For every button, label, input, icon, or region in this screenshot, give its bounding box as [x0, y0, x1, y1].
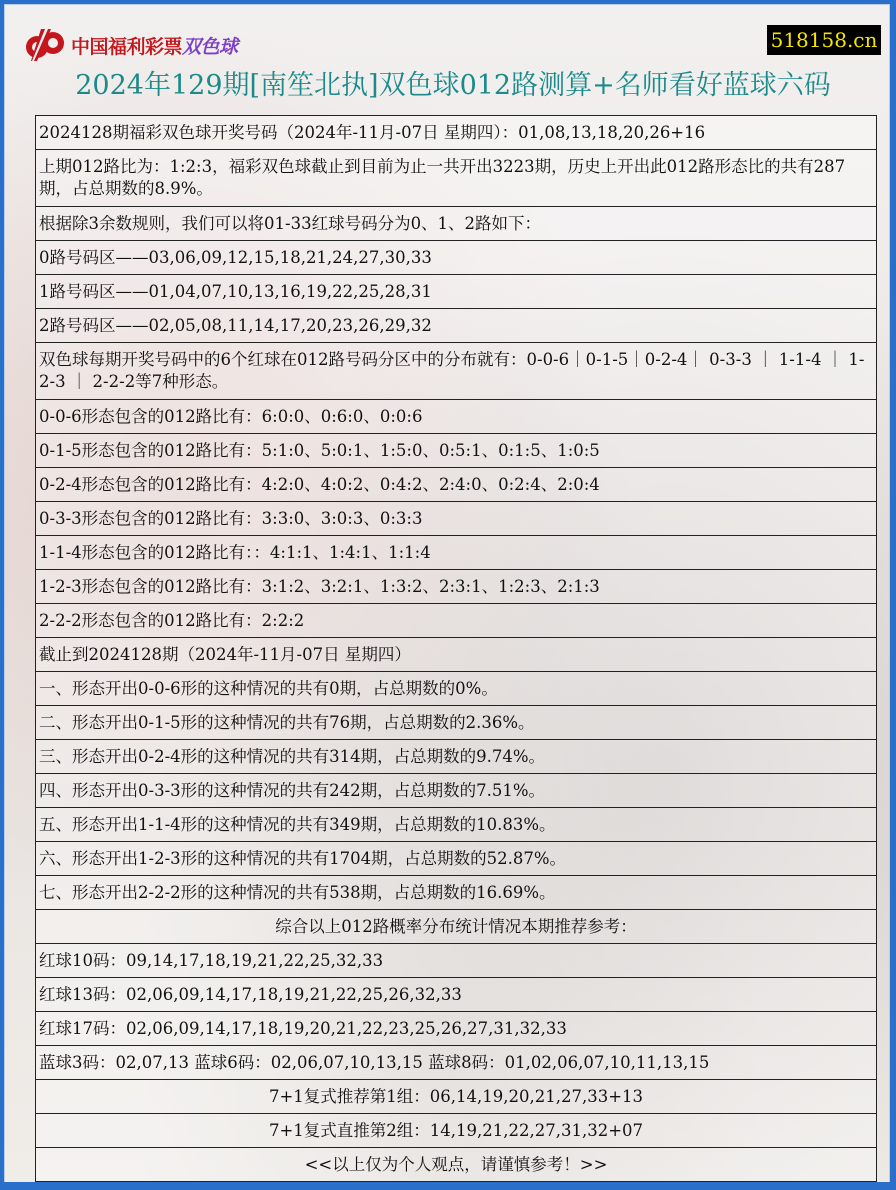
- table-row: [36, 241, 877, 275]
- table-row: [36, 434, 877, 468]
- table-cell: 2路号码区——02,05,08,11,14,17,20,23,26,29,32: [36, 309, 877, 343]
- table-cell: 二、形态开出0-1-5形的这种情况的共有76期，占总期数的2.36%。: [36, 706, 877, 740]
- table-row: [36, 808, 877, 842]
- logo-text-cwl: 中国福利彩票: [71, 35, 183, 58]
- table-row: [36, 1046, 877, 1080]
- table-cell: 2-2-2形态包含的012路比有：2:2:2: [36, 604, 877, 638]
- table-row: [36, 1114, 877, 1148]
- cwl-logo-icon: [23, 27, 67, 63]
- table-cell: 七、形态开出2-2-2形的这种情况的共有538期，占总期数的16.69%。: [36, 876, 877, 910]
- table-row: [36, 1148, 877, 1182]
- table-cell: 1-2-3形态包含的012路比有：3:1:2、3:2:1、1:3:2、2:3:1、1:2:3、2:1:3: [36, 570, 877, 604]
- logo-text: [71, 32, 238, 59]
- table-cell: 上期012路比为：1:2:3，福彩双色球截止到目前为止一共开出3223期，历史上开出此012路形态比的共有287期，占总期数的8.9%。: [36, 150, 877, 207]
- table-cell: 0-0-6形态包含的012路比有：6:0:0、0:6:0、0:0:6: [36, 400, 877, 434]
- table-cell: <<以上仅为个人观点，请谨慎参考！>>: [36, 1148, 877, 1182]
- table-row: [36, 570, 877, 604]
- table-cell: 一、形态开出0-0-6形的这种情况的共有0期，占总期数的0%。: [36, 672, 877, 706]
- table-row: [36, 604, 877, 638]
- table-row: [36, 1012, 877, 1046]
- table-cell: 四、形态开出0-3-3形的这种情况的共有242期，占总期数的7.51%。: [36, 774, 877, 808]
- table-row: [36, 672, 877, 706]
- table-row: [36, 774, 877, 808]
- table-row: [36, 978, 877, 1012]
- analysis-table: [35, 115, 877, 1182]
- table-cell: 2024128期福彩双色球开奖号码（2024年-11月-07日 星期四）：01,08,13,18,20,26+16: [36, 116, 877, 150]
- table-row: [36, 116, 877, 150]
- table-row: [36, 1080, 877, 1114]
- table-cell: 红球10码：09,14,17,18,19,21,22,25,32,33: [36, 944, 877, 978]
- table-row: [36, 400, 877, 434]
- table-cell: 0-1-5形态包含的012路比有：5:1:0、5:0:1、1:5:0、0:5:1、0:1:5、1:0:5: [36, 434, 877, 468]
- table-row: [36, 207, 877, 241]
- table-cell: 7+1复式直推第2组：14,19,21,22,27,31,32+07: [36, 1114, 877, 1148]
- table-cell: 1路号码区——01,04,07,10,13,16,19,22,25,28,31: [36, 275, 877, 309]
- table-row: [36, 740, 877, 774]
- table-cell: 三、形态开出0-2-4形的这种情况的共有314期，占总期数的9.74%。: [36, 740, 877, 774]
- table-row: [36, 468, 877, 502]
- table-row: [36, 638, 877, 672]
- table-row: [36, 275, 877, 309]
- window-bottom-bar: [0, 1182, 896, 1190]
- table-cell: 根据除3余数规则，我们可以将01-33红球号码分为0、1、2路如下：: [36, 207, 877, 241]
- table-cell: 红球13码：02,06,09,14,17,18,19,21,22,25,26,32,33: [36, 978, 877, 1012]
- table-row: [36, 842, 877, 876]
- table-cell: 综合以上012路概率分布统计情况本期推荐参考：: [36, 910, 877, 944]
- table-row: [36, 706, 877, 740]
- table-cell: 蓝球3码：02,07,13 蓝球6码：02,06,07,10,13,15 蓝球8码：01,02,06,07,10,11,13,15: [36, 1046, 877, 1080]
- table-cell: 六、形态开出1-2-3形的这种情况的共有1704期，占总期数的52.87%。: [36, 842, 877, 876]
- analysis-table-body: [36, 116, 877, 1182]
- welfare-lottery-logo: [23, 27, 238, 63]
- table-cell: 0路号码区——03,06,09,12,15,18,21,24,27,30,33: [36, 241, 877, 275]
- table-cell: 7+1复式推荐第1组：06,14,19,20,21,27,33+13: [36, 1080, 877, 1114]
- table-cell: 0-3-3形态包含的012路比有：3:3:0、3:0:3、0:3:3: [36, 502, 877, 536]
- table-cell: 五、形态开出1-1-4形的这种情况的共有349期，占总期数的10.83%。: [36, 808, 877, 842]
- table-row: [36, 343, 877, 400]
- table-row: [36, 536, 877, 570]
- table-row: [36, 309, 877, 343]
- page-title: 2024年129期[南笙北执]双色球012路测算+名师看好蓝球六码: [75, 70, 831, 101]
- table-row: [36, 944, 877, 978]
- site-badge: 518158.cn: [767, 25, 881, 55]
- table-row: [36, 876, 877, 910]
- table-cell: 双色球每期开奖号码中的6个红球在012路号码分区中的分布就有：0-0-6｜0-1-5｜0-2-4｜ 0-3-3 ｜ 1-1-4 ｜ 1-2-3 ｜ 2-2-2等7种形态。: [36, 343, 877, 400]
- table-row: [36, 502, 877, 536]
- table-row: [36, 150, 877, 207]
- table-cell: 1-1-4形态包含的012路比有：：4:1:1、1:4:1、1:1:4: [36, 536, 877, 570]
- table-cell: 截止到2024128期（2024年-11月-07日 星期四）: [36, 638, 877, 672]
- table-row: [36, 910, 877, 944]
- page-frame: [4, 4, 890, 1184]
- table-cell: 0-2-4形态包含的012路比有：4:2:0、4:0:2、0:4:2、2:4:0、0:2:4、2:0:4: [36, 468, 877, 502]
- table-cell: 红球17码：02,06,09,14,17,18,19,20,21,22,23,25,26,27,31,32,33: [36, 1012, 877, 1046]
- logo-text-ssq: 双色球: [182, 35, 238, 58]
